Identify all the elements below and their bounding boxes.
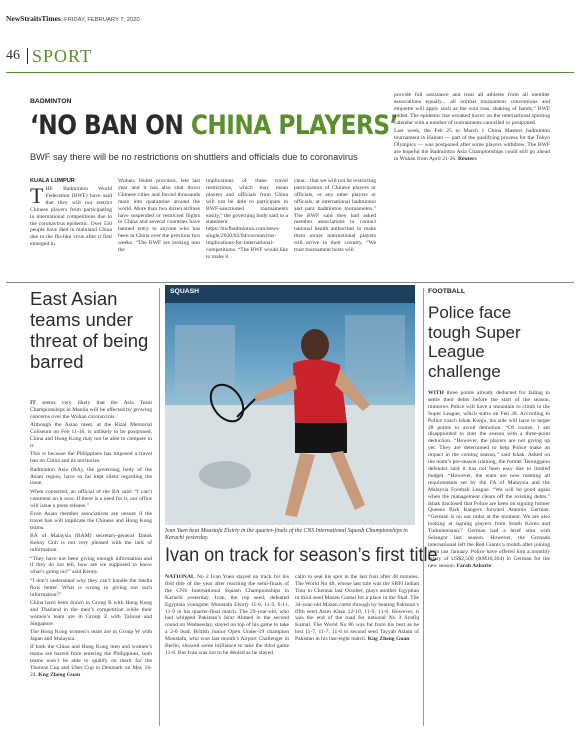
left-p12: If both the China and Hong Kong men and women’s teams are barred from entering the Philippines, both teams won’t be able to qualify on merit for the Thomas Cup and Uber Cup in Denmark on May 16-24. <box>30 644 152 679</box>
left-credit: Kng Zheng Guan <box>38 672 81 679</box>
right-body-text: three points already deducted for failing to settle their debts before the start of the season, minnows Police will have a mountain to climb in the Super League, which starts on Feb 28. According to Police coach Ishak Kunju, his side will have to target 28 points to avoid demotion. “Of course, I am disappointed to start the season with a three-point deduction. “However, the players are not giving up yet. They are determined to help Police make an impact in the coming season,” said Ishak. Asked on the team’s pre-season training, the former Terengganu defender said it has not been easy due to limited budget. “However, the team are now meeting all requirements set by the FA of Malaysia and the Malaysia Football League. “We will be good again when the management clears off the existing debts.” Ishak disclosed that Police are keen on signing former Queens Park Rangers forward Antonio German. “German is on our radar at the moment. We are also looking at signing players from South Korea and Turkmenistan.” German had a brief stint with Selangor last season. However, the Grenada international left the Red Giants a month after joining them last January. Police have offered him a monthly salary of US$2,500 (RM10,364) to German for the new season. <box>428 390 551 569</box>
right-body <box>428 390 550 570</box>
squash-kicker: SQUASH <box>170 288 200 295</box>
main-col5-p2: Last week, the Feb 25 to March 1 China Masters badminton tournament in Hainan — part of the qualifying process for the Tokyo Olympics — was postponed after some players withdrew. The BWF are hopeful the Badminton Asia Championships could still go ahead in Wuhan from April 21-26. <box>394 128 550 162</box>
header-rule <box>6 72 574 73</box>
left-body <box>30 400 152 680</box>
section-title: SPORT <box>32 46 92 66</box>
main-kicker: BADMINTON <box>30 98 72 105</box>
left-p9: “I don’t understand why they can’t handle the media flow better. What is wrong in giving out such information?” <box>30 577 152 598</box>
left-p2: Although the Asian meet, at the Rizal Memorial Coliseum on Feb 11-16, is unlikely to be postponed, China and Hong Kong may not be able to compete in it. <box>30 422 152 449</box>
main-col5 <box>394 92 550 164</box>
main-headline <box>30 110 398 141</box>
main-dropcap: T <box>30 183 44 208</box>
main-col2: Wuhan, Hubei province, late last year and it has also shut down Chinese cities and forced thousands more into quarantine around the world. More than two dozen airlines have suspended or restricted flights to China and several countries have banned entry to anyone who has been in China over the previous two weeks. “The BWF are looking into the <box>118 178 200 254</box>
main-story-rule <box>6 282 574 283</box>
issue-date: . FRIDAY, FEBRUARY 7, 2020 <box>60 17 140 23</box>
main-dateline: KUALA LUMPUR <box>30 178 75 184</box>
left-p7: BA of Malaysia (BAM) secretary-general Datuk Kenny Goh is not very pleased with the lack of information. <box>30 533 152 554</box>
main-col5-credit: Reuters <box>458 155 477 162</box>
left-p11: The Hong Kong women’s team are in Group W with Japan and Malaysia. <box>30 629 152 642</box>
right-lead: WITH <box>428 390 444 396</box>
squash-col2-text: calm to seal his spot in the last four after 48 minutes. The World No 48, whose last title was the SRFI Indian Tour in Chennai last October, plays another Egyptian in third seed Mazen Gamal for a place in the final. The 34-year-old Mazen came through by beating Pakistan’s fifth seed Asim Khan 12-10, 11-9, 11-6. However, it was the end of the road for national No 3 Syafiq Kamal. The World No 86 was far from his best as he lost 11-7, 11-7, 11-6 to second seed Tayyab Aslam of Pakistan in his last-eight match. <box>295 574 419 643</box>
main-col3: implications of these travel restrictions, which may mean players and officials from China will not be able to participate in BWF-sanctioned tournaments easily,” the governing body said in a statement https://bwfbadminton.com/news-single/2020/02/04/coronavirus-implications-for-international-competitions. “The BWF would like to make it <box>206 178 288 260</box>
left-p4: Badminton Asia (BA), the governing body of the Asian region, have so far kept silent regarding the issue. <box>30 466 152 487</box>
squash-col1 <box>165 574 289 657</box>
main-col1-text: HE Badminton World Federation (BWF) have said that they will not restrict Chinese players from participating in international competitions due to the coronavirus epidemic. Over 550 people have died in mainland China due to the flu-like virus after it first emerged in <box>30 186 112 248</box>
left-p10: China have been drawn in Group B with Hong Kong and Thailand in the men’s competition while their women’s team are in Group Z with Taiwan and Singapore. <box>30 599 152 627</box>
right-credit: Farah Azharie <box>456 562 492 569</box>
left-p5: When contacted, an official of the BA said: “I can’t comment on it now. If there is a need for it, our office will issue a press release.” <box>30 488 152 509</box>
masthead <box>6 6 574 23</box>
section-divider <box>27 48 28 64</box>
main-col4: clear... that we will not be restricting participation of Chinese players or officials, or any other players or officials, at international badminton and para badminton tournaments.” The BWF said they had asked member associations to contact national health authorities to make them aware international players will arrive in their country. “We trust tournament hosts will <box>294 178 376 254</box>
squash-col1-text: No 2 Ivan Yuen stayed on track for his first title of the year after reaching the semi-finals of the CNS International Squash Championships in Karachi yesterday. Ivan, the top seed, defeated Egyptian youngster Moustafa Elsirty 11-6, 11-9, 6-11, 11-9 in his quarter-final match. The 29-year-old, who had whipped Pakistan’s Israr Ahmed in the second round on Wednesday, stayed on top of his game to take a 2-0 lead. British Junior Open Under-19 champion Moustafa, who won last month’s Airport Challenger in Berlin, showed some brilliance to take the third game 11-6. But Ivan was not to be denied as he stayed <box>165 574 289 656</box>
right-column-rule <box>423 288 424 726</box>
squash-caption: Ivan Yuen beat Moustafa Elsirty in the quarter-finals of the CNS International Squash Championships in Karachi yesterday. <box>165 528 408 541</box>
squash-col2 <box>295 574 419 643</box>
left-headline: East Asian teams under threat of being barred <box>30 288 149 372</box>
right-headline: Police face tough Super League challenge <box>428 303 521 381</box>
left-p6: Even Asian member associations are unsure if the travel ban will implicate the Chinese and Hong Kong teams. <box>30 511 152 531</box>
left-lead: IT <box>30 400 36 406</box>
headline-part1: ‘NO BAN ON <box>30 110 191 141</box>
headline-part2: CHINA PLAYERS’ <box>190 110 398 141</box>
squash-photo <box>165 285 415 525</box>
squash-player-illustration <box>165 285 415 525</box>
left-p1: seems very likely that the Asia Team Championships in Manila will be affected by growing concerns over the Wuhan coronavirus. <box>30 400 152 420</box>
squash-headline: Ivan on track for season’s first title <box>165 545 438 566</box>
main-standfirst: BWF say there will be no restrictions on shuttlers and officials due to coronavirus <box>30 152 358 162</box>
paper-name: NewStraitsTimes <box>6 14 61 23</box>
main-col5-p1: provide full assistance and treat all athletes from all member associations equally... all normal tournament conventions and etiquette will apply such as the coin toss, shaking of hands,” BWF added. The epidemic has wreaked havoc on the international sporting calendar with a number of tournaments cancelled or postponed. <box>394 92 550 126</box>
left-p3: This is because the Philippines has imposed a travel ban on China and its territories. <box>30 451 152 465</box>
squash-lead: NATIONAL <box>165 574 195 580</box>
left-column-rule <box>159 288 160 726</box>
left-p8: “They have not been giving enough information and if they do not tell, how are we supposed to know what’s going on?” said Kenny. <box>30 555 152 576</box>
main-col1 <box>30 183 112 278</box>
right-kicker: FOOTBALL <box>428 288 465 295</box>
page-number: 46 <box>6 48 20 63</box>
squash-credit: Kng Zheng Guan <box>367 636 410 643</box>
section-header <box>6 44 574 68</box>
